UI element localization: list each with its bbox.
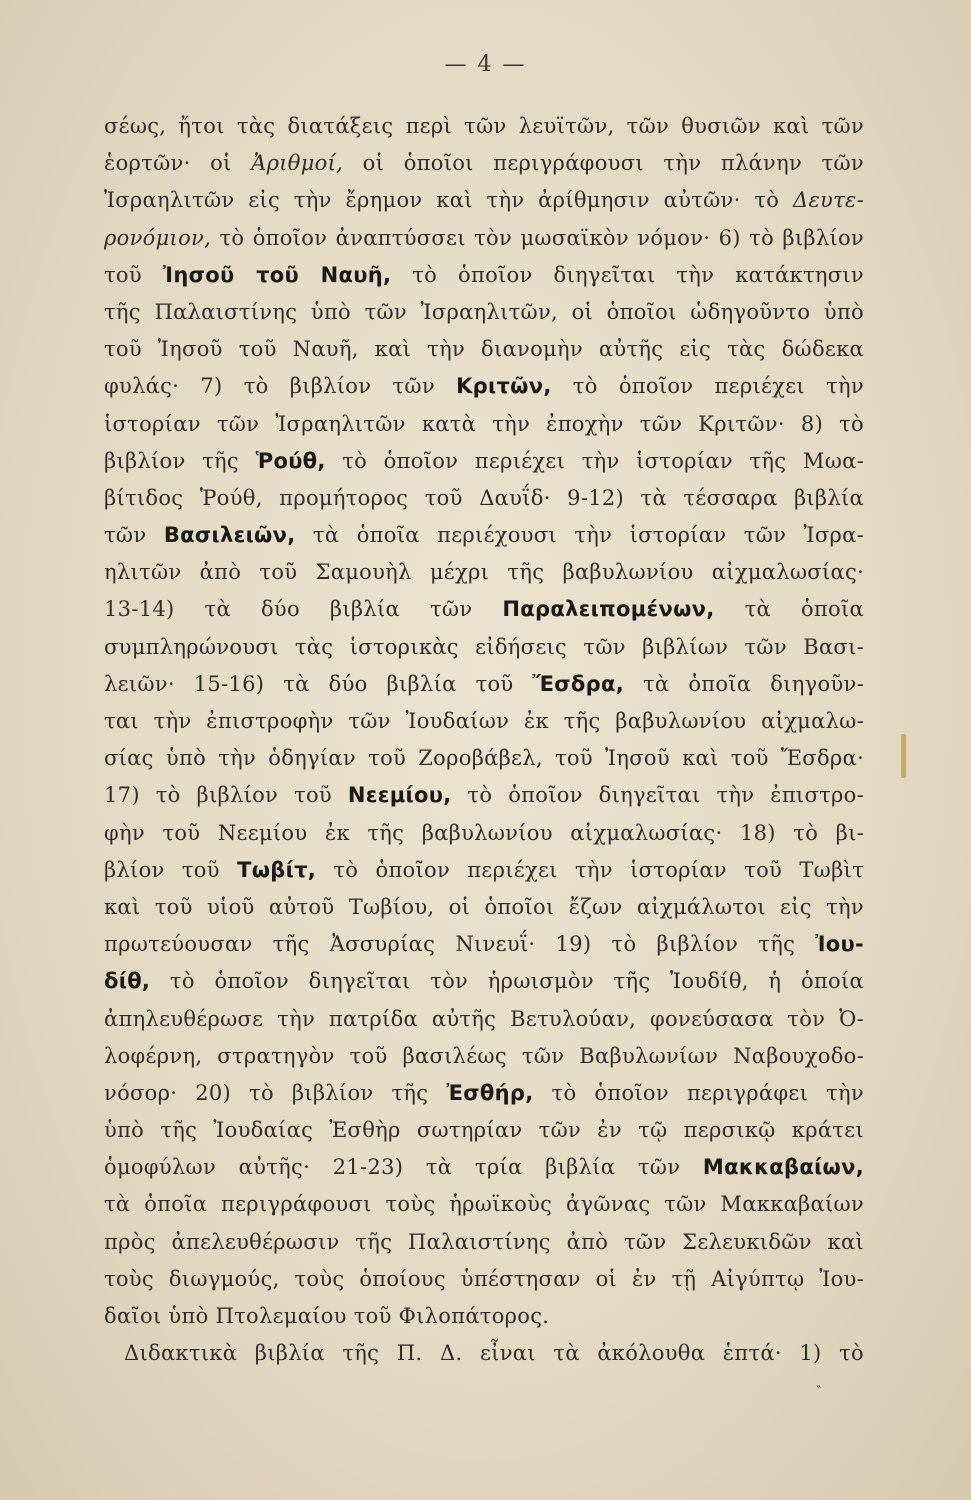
book-title: Ἐσθήρ, [446, 1080, 534, 1105]
text-run: βιβλίον τῆς [104, 448, 256, 473]
text-run: ἑορτῶν· οἱ [104, 151, 252, 176]
text-run: 17) τὸ βιβλίον τοῦ [104, 783, 348, 808]
text-run: σίας ὑπὸ τὴν ὁδηγίαν τοῦ Ζοροβάβελ, τοῦ Ἰησοῦ καὶ τοῦ Ἔσδρα· [104, 746, 864, 771]
text-line [104, 889, 864, 926]
text-line [104, 145, 864, 182]
text-line [104, 406, 864, 443]
text-run: ται τὴν ἐπιστροφὴν τῶν Ἰουδαίων ἐκ τῆς βαβυλωνίου αἰχμαλω- [104, 709, 864, 733]
text-line [104, 554, 864, 591]
book-title: Παραλειπομένων, [502, 597, 715, 622]
text-line [104, 815, 864, 852]
text-line [104, 1001, 864, 1038]
text-run: τοῦ Ἰησοῦ τοῦ Ναυῆ, καὶ τὴν διανομὴν αὐτῆς εἰς τὰς δώδεκα [104, 337, 864, 362]
text-run: τοῦ [104, 262, 163, 287]
text-run: καὶ τοῦ υἱοῦ αὐτοῦ Τωβίου, οἱ ὁποῖοι ἔζων αἰχμάλωτοι εἰς τὴν [104, 894, 864, 919]
book-title: Ἰου- [815, 932, 864, 957]
text-line [104, 1186, 864, 1223]
text-run: λειῶν· 15-16) τὰ δύο βιβλία τοῦ [104, 671, 533, 696]
text-run: λοφέρνη, στρατηγὸν τοῦ βασιλέως τῶν Βαβυλωνίων Ναβουχοδο- [104, 1043, 864, 1068]
text-line [104, 777, 864, 814]
text-run: ηλιτῶν ἀπὸ τοῦ Σαμουὴλ μέχρι τῆς βαβυλωνίου αἰχμαλωσίας· [104, 560, 864, 585]
text-run: τὸ ὁποῖον περιγράφει τὴν [533, 1080, 864, 1105]
text-run: οἱ ὁποῖοι περιγράφουσι τὴν πλάνην τῶν [343, 151, 864, 176]
book-title: δίθ, [104, 969, 151, 994]
text-run: τὰ ὁποῖα [714, 597, 864, 622]
text-run: τῆς Παλαιστίνης ὑπὸ τῶν Ἰσραηλιτῶν, οἱ ὁποῖοι ὡδηγοῦντο ὑπὸ [104, 299, 864, 324]
text-line [104, 1335, 864, 1372]
text-line [104, 1038, 864, 1075]
text-run: τὰ ὁποῖα διηγοῦν- [623, 671, 864, 696]
text-run: τὸ ὁποῖον περιέχει τὴν ἱστορίαν τοῦ Τωβὶτ [316, 857, 864, 882]
text-run: ὑπὸ τῆς Ἰουδαίας Ἐσθὴρ σωτηρίαν τῶν ἐν τῷ περσικῷ κράτει [104, 1118, 864, 1143]
text-run: πρὸς ἀπελευθέρωσιν τῆς Παλαιστίνης ἀπὸ τῶν Σελευκιδῶν καὶ [104, 1229, 864, 1254]
text-run: τὸ ὁποῖον διηγεῖται τὴν ἐπιστρο- [451, 783, 864, 808]
text-line [104, 517, 864, 554]
text-line [104, 257, 864, 294]
text-line [104, 1112, 864, 1149]
book-title: Μακκαβαίων, [702, 1155, 864, 1180]
text-run: 13-14) τὰ δύο βιβλία τῶν [104, 597, 503, 622]
margin-ink-mark [901, 734, 906, 778]
text-run: τὸ ὁποῖον περιέχει τὴν [551, 374, 864, 399]
text-run: ἀπηλευθέρωσε τὴν πατρίδα αὐτῆς Βετυλούαν, φονεύσασα τὸν Ὀ- [104, 1006, 864, 1031]
text-run: συμπληρώνουσι τὰς ἱστορικὰς εἰδήσεις τῶν βιβλίων τῶν Βασι- [104, 634, 864, 659]
italic-title: Ἀριθμοί, [251, 151, 344, 176]
text-run: τοὺς διωγμούς, τοὺς ὁποίους ὑπέστησαν οἱ ἐν τῇ Αἰγύπτῳ Ἰου- [104, 1266, 864, 1291]
text-line [104, 480, 864, 517]
text-run: τὸ ὁποῖον ἀναπτύσσει τὸν μωσαϊκὸν νόμον· 6) τὸ βιβλίον [211, 225, 864, 250]
text-line [104, 1149, 864, 1186]
text-run: δαῖοι ὑπὸ Πτολεμαίου τοῦ Φιλοπάτορος. [104, 1304, 550, 1328]
text-run: τὰ ὁποῖα περιέχουσι τὴν ἱστορίαν τῶν Ἰσρα- [295, 523, 864, 548]
text-run: τῶν [104, 523, 164, 548]
text-run: Ἰσραηλιτῶν εἰς τὴν ἔρημον καὶ τὴν ἀρίθμησιν αὐτῶν· τὸ [104, 188, 794, 213]
text-run: φὴν τοῦ Νεεμίου ἐκ τῆς βαβυλωνίου αἰχμαλωσίας· 18) τὸ βι- [104, 820, 864, 845]
text-line [104, 926, 864, 963]
book-title: Ῥούθ, [255, 448, 326, 473]
text-run: Διδακτικὰ βιβλία τῆς Π. Δ. εἶναι τὰ ἀκόλουθα ἑπτά· 1) τὸ [124, 1341, 864, 1366]
text-run: ὁμοφύλων αὐτῆς· 21-23) τὰ τρία βιβλία τῶν [104, 1155, 703, 1180]
book-title: Τωβίτ, [237, 857, 317, 882]
text-line [104, 331, 864, 368]
text-line [104, 220, 864, 257]
italic-title: ρονόμιον, [104, 225, 212, 250]
text-line [104, 852, 864, 889]
text-line [104, 1261, 864, 1298]
text-run: βλίον τοῦ [104, 857, 238, 882]
text-run: τὸ ὁποῖον διηγεῖται τὴν κατάκτησιν [391, 262, 864, 287]
text-line [104, 294, 864, 331]
text-run: νόσορ· 20) τὸ βιβλίον τῆς [104, 1080, 447, 1105]
book-title: Βασιλειῶν, [163, 523, 296, 548]
italic-title: Δευτε- [793, 188, 864, 213]
text-line [104, 629, 864, 666]
book-title: Νεεμίου, [347, 783, 452, 808]
body-text [104, 108, 864, 1372]
text-run: πρωτεύουσαν τῆς Ἀσσυρίας Νινευΐ· 19) τὸ βιβλίον τῆς [104, 932, 816, 957]
text-line [104, 1075, 864, 1112]
text-line [104, 740, 864, 777]
text-run: σέως, ἤτοι τὰς διατάξεις περὶ τῶν λευϊτῶν, τῶν θυσιῶν καὶ τῶν [104, 114, 864, 138]
text-line [104, 1298, 864, 1335]
text-run: τὰ ὁποῖα περιγράφουσι τοὺς ἡρωϊκοὺς ἀγῶνας τῶν Μακκαβαίων [104, 1192, 864, 1217]
text-run: βίτιδος Ῥούθ, προμήτορος τοῦ Δαυΐδ· 9-12) τὰ τέσσαρα βιβλία [104, 485, 864, 510]
book-title: Ἰησοῦ τοῦ Ναυῆ, [162, 262, 392, 287]
page-number: — 4 — [444, 52, 527, 77]
text-line [104, 591, 864, 628]
text-run: ἱστορίαν τῶν Ἰσραηλιτῶν κατὰ τὴν ἐποχὴν τῶν Κριτῶν· 8) τὸ [104, 411, 864, 436]
text-run: τὸ ὁποῖον διηγεῖται τὸν ἡρωισμὸν τῆς Ἰουδίθ, ἡ ὁποία [150, 969, 864, 994]
corner-ink-mark: ‶ [816, 1384, 822, 1400]
text-line [104, 443, 864, 480]
text-line [104, 703, 864, 740]
book-title: Κριτῶν, [456, 374, 552, 399]
text-line [104, 368, 864, 405]
text-line [104, 1224, 864, 1261]
text-line [104, 963, 864, 1000]
book-title: Ἔσδρα, [532, 671, 624, 696]
text-line [104, 182, 864, 219]
text-run: τὸ ὁποῖον περιέχει τὴν ἱστορίαν τῆς Μωα- [325, 448, 864, 473]
text-line [104, 666, 864, 703]
text-line [104, 108, 864, 145]
text-run: φυλάς· 7) τὸ βιβλίον τῶν [104, 374, 457, 399]
